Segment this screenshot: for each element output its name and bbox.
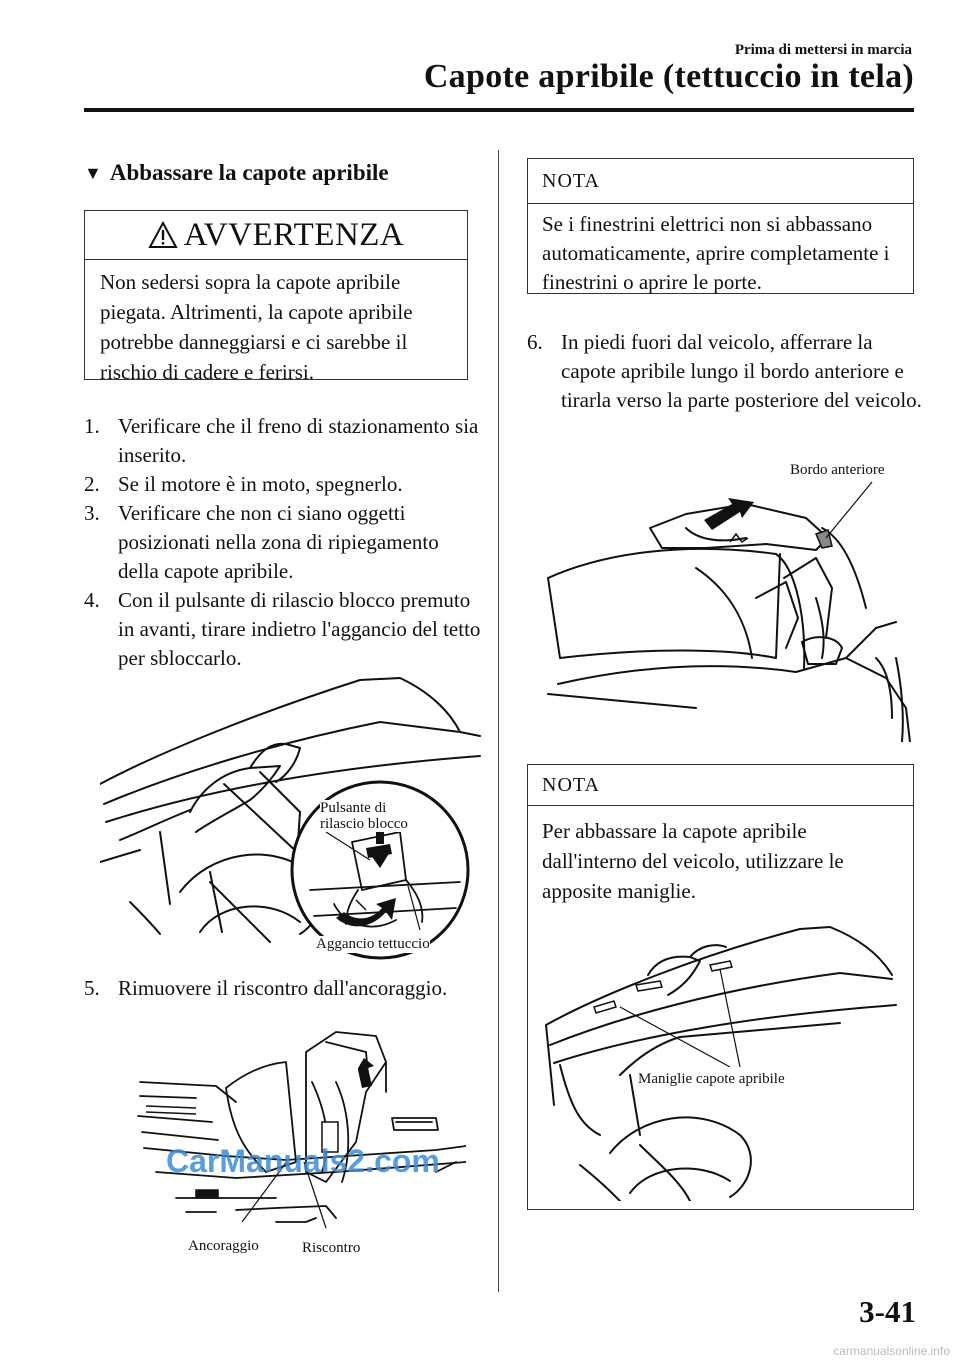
section-title: Prima di mettersi in marcia [734, 42, 912, 58]
step-item [84, 499, 484, 586]
step-text: In piedi fuori dal veicolo, afferrare la capote apribile lungo il bordo anteriore e tirarla verso la parte posteriore del veicolo. [561, 330, 922, 412]
note-box [527, 158, 914, 294]
anchor-striker-drawing [136, 1022, 466, 1262]
soft-top-pull-illustration [546, 458, 916, 742]
note-text: Se i finestrini elettrici non si abbassano automaticamente, aprire completamente i finestrini o aprire le porte. [542, 212, 890, 294]
step-text: Rimuovere il riscontro dall'ancoraggio. [118, 976, 448, 1000]
step-item [84, 976, 447, 1001]
anchor-striker-illustration [136, 1022, 466, 1262]
label-striker: Riscontro [302, 1240, 361, 1256]
step-text: Verificare che il freno di stazionamento sia inserito. [118, 414, 479, 467]
triangle-marker-icon: ▼ [84, 163, 102, 183]
note-title: NOTA [528, 159, 913, 204]
warning-text: Non sedersi sopra la capote apribile piegata. Altrimenti, la capote apribile potrebbe danneggiarsi e ci sarebbe il rischio di cadere e ferirsi. [100, 270, 413, 384]
soft-top-handles-illustration [540, 925, 900, 1201]
step-number: 1. [84, 414, 100, 438]
roof-latch-illustration [100, 672, 484, 964]
note-box [527, 764, 914, 1210]
step-text: Se il motore è in moto, spegnerlo. [118, 472, 403, 496]
label-roof-hook: Aggancio tettuccio [316, 936, 430, 952]
note-text: Per abbassare la capote apribile dall'interno del veicolo, utilizzare le apposite maniglie. [542, 819, 844, 903]
warning-title: AVVERTENZA [183, 216, 405, 253]
page-title: Capote apribile (tettuccio in tela) [423, 58, 914, 95]
watermark-text: CarManuals2.com [166, 1143, 440, 1179]
header-rule [84, 108, 914, 112]
label-release-button-line2: rilascio blocco [320, 816, 408, 832]
step-text: Con il pulsante di rilascio blocco premuto in avanti, tirare indietro l'aggancio del tetto per sbloccarlo. [118, 588, 481, 670]
warning-triangle-icon [148, 221, 178, 249]
step-text: Verificare che non ci siano oggetti posizionati nella zona di ripiegamento della capote apribile. [118, 501, 439, 583]
label-release-button [320, 800, 408, 832]
page-number: 3-41 [859, 1294, 916, 1329]
step-number: 4. [84, 588, 100, 612]
subheading-text: Abbassare la capote apribile [109, 160, 389, 185]
step-number: 5. [84, 976, 100, 1000]
soft-top-pull-drawing [546, 458, 916, 742]
column-divider [498, 150, 499, 1292]
step-number: 3. [84, 501, 100, 525]
soft-top-handles-drawing [540, 925, 900, 1201]
step-item [84, 412, 484, 470]
label-front-edge: Bordo anteriore [790, 462, 885, 478]
step-item [527, 328, 927, 415]
steps-list [84, 412, 484, 673]
label-anchor: Ancoraggio [188, 1238, 259, 1254]
roof-latch-drawing [100, 672, 484, 964]
warning-box [84, 210, 468, 384]
label-release-button-line1: Pulsante di [320, 800, 387, 816]
footer-site-text: carmanualsonline.info [833, 1344, 950, 1358]
subheading [84, 160, 389, 186]
step-item [84, 586, 484, 673]
step-number: 6. [527, 330, 543, 354]
label-soft-top-handles: Maniglie capote apribile [638, 1071, 785, 1087]
step-number: 2. [84, 472, 100, 496]
step-item [84, 470, 484, 499]
note-title: NOTA [528, 765, 913, 806]
warning-header [85, 211, 467, 260]
